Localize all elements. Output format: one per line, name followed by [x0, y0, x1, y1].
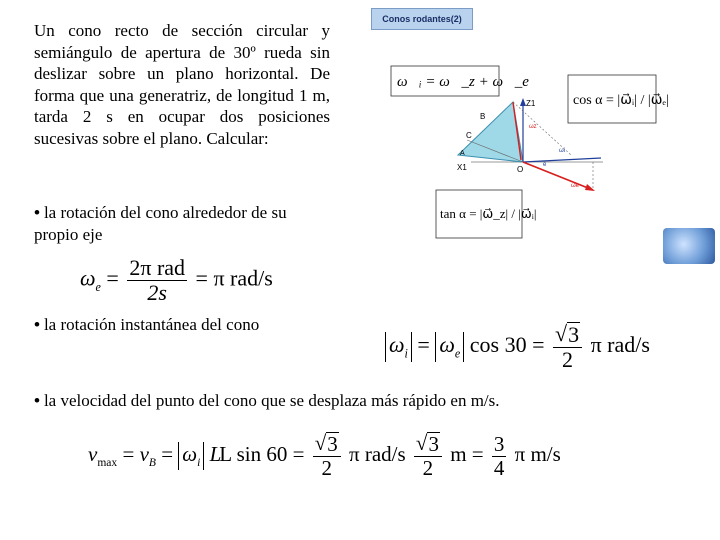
label-wz: ωz — [529, 124, 537, 130]
label-a: A — [460, 150, 465, 157]
equation-v-max: $v_{max} = v_B = \omega_i$ LL sin 60 = √ 3 2 π rad/s √ 3 2 m = $\frac{3}{4}$ π m/s — [88, 431, 561, 481]
vector-wi — [523, 158, 601, 162]
bullet-rotation-own-axis: • la rotación del cono alrededor de su propio eje — [34, 203, 287, 244]
label-c: C — [466, 131, 472, 140]
vector-we — [523, 162, 593, 190]
bullet-2-text: la rotación instantánea del cono — [43, 315, 260, 334]
bullet-1-text: la rotación del cono alrededor de su propio eje — [34, 203, 287, 244]
tan-formula: tan α = |ω⃗_z| / |ω⃗ᵢ| — [440, 206, 537, 221]
label-e: e — [543, 162, 547, 168]
bullet-max-velocity: • la velocidad del punto del cono que se desplaza más rápido en m/s. — [34, 391, 500, 410]
cos-formula: cos α = |ω⃗ᵢ| / |ω⃗ₑ| — [573, 93, 669, 108]
figure-title: Conos rodantes(2) — [371, 8, 473, 30]
equation-omega-e: $\omega_e$ = $\frac{\text{2π rad}}{2s}$ = π rad/s — [80, 255, 273, 306]
relation-formula: ω⃗ᵢ = ω⃗_z + ω⃗_e — [397, 74, 529, 90]
equation-omega-i: $\omega_i = \omega_e$ cos 30 = √ 3 2 π rad/s — [385, 322, 650, 372]
label-we: ωe — [571, 183, 580, 189]
institution-logo-icon — [663, 228, 715, 264]
label-o: O — [517, 165, 524, 174]
bullet-3-text: la velocidad del punto del cono que se desplaza más rápido en m/s. — [43, 391, 500, 410]
bullet-instantaneous-rotation: • la rotación instantánea del cono — [34, 315, 260, 334]
label-wi: ωi — [559, 148, 566, 154]
label-b: B — [480, 112, 486, 121]
label-x1: X1 — [457, 163, 467, 172]
label-z1: Z1 — [526, 99, 536, 108]
eq1-fraction: $\frac{\text{2π rad}}{2s}$ — [129, 255, 186, 306]
problem-statement: Un cono recto de sección circular y semiángulo de apertura de 30º rueda sin deslizar sobre un plano horizontal. De forma que una generatriz, de longitud 1 m, tarda 2 s en ocupar dos posiciones sucesivas sobre el plano. Calcular: — [34, 21, 330, 148]
